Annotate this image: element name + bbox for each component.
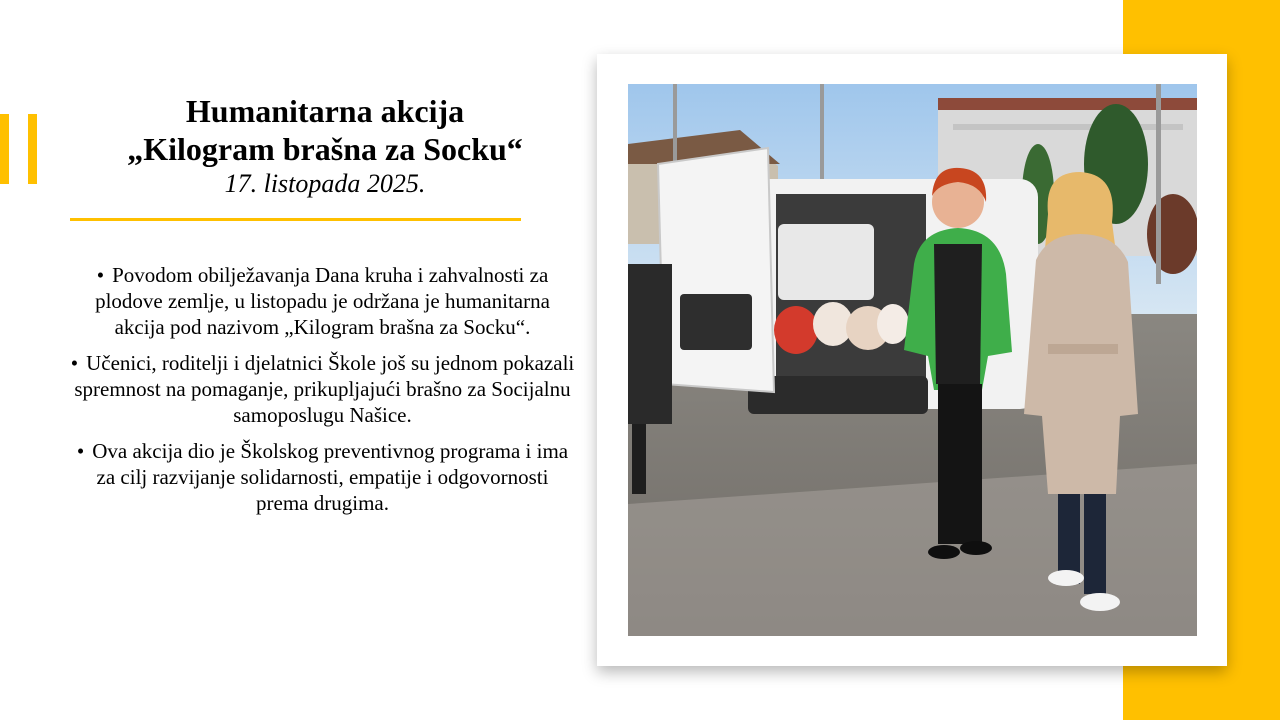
event-photo xyxy=(628,84,1197,636)
bullet-item xyxy=(70,350,575,428)
title-line-2: „Kilogram brašna za Socku“ xyxy=(127,131,523,167)
bullet-icon: • xyxy=(76,439,85,463)
title-underline xyxy=(70,218,521,221)
bullet-list xyxy=(70,262,575,526)
bullet-icon: • xyxy=(70,351,79,375)
bullet-text: Učenici, roditelji i djelatnici Škole još su jednom pokazali spremnost na pomaganje, prikupljajući brašno za Socijalnu samoposlugu Našice. xyxy=(74,351,575,427)
bullet-text: Ova akcija dio je Školskog preventivnog programa i ima za cilj razvijanje solidarnosti, empatije i odgovornosti prema drugima. xyxy=(92,439,569,515)
left-accent-bar xyxy=(28,114,37,184)
event-date: 17. listopada 2025. xyxy=(224,169,426,198)
bullet-icon: • xyxy=(96,263,105,287)
bullet-item xyxy=(70,262,575,340)
title-line-1: Humanitarna akcija xyxy=(185,93,465,129)
bullet-item xyxy=(70,438,575,516)
left-accent-bar xyxy=(0,114,9,184)
title-block xyxy=(70,92,580,200)
bullet-text: Povodom obilježavanja Dana kruha i zahvalnosti za plodove zemlje, u listopadu je održana je humanitarna akcija pod nazivom „Kilogram brašna za Socku“. xyxy=(95,263,550,339)
